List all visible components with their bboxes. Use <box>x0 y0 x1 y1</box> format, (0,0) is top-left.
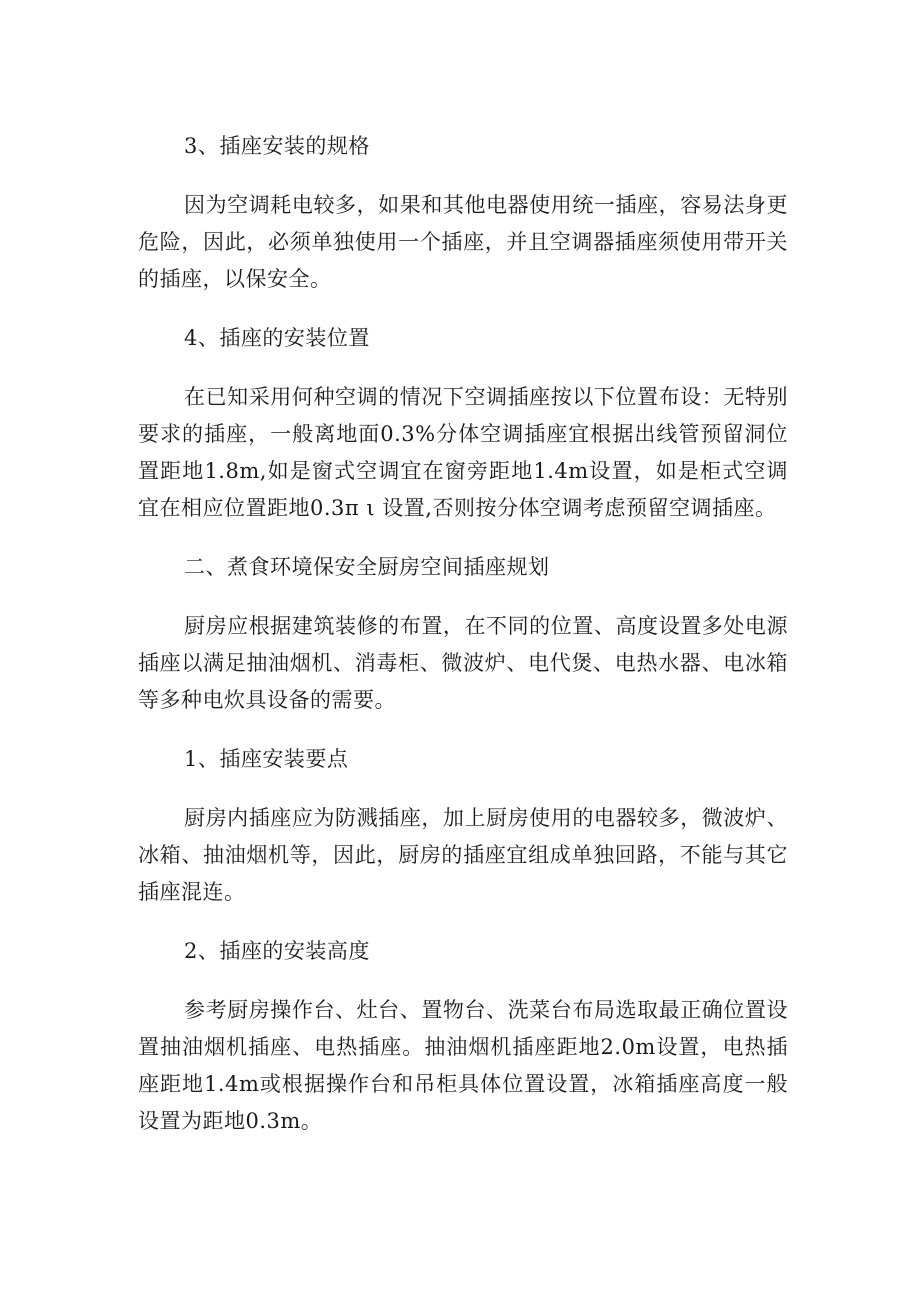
section-heading-kitchen-planning: 二、煮食环境保安全厨房空间插座规划 <box>184 555 550 579</box>
paragraph-install-points: 厨房内插座应为防溅插座，加上厨房使用的电器较多，微波炉、冰箱、抽油烟机等，因此，厨房的插座宜组成单独回路，不能与其它插座混连。 <box>138 806 788 904</box>
paragraph-ac-socket-position: 在已知采用何种空调的情况下空调插座按以下位置布设：无特别要求的插座，一般离地面0.3%分体空调插座宜根据出线管预留洞位置距地1.8m,如是窗式空调宜在窗旁距地1.4m设置，如是柜式空调宜在相应位置距地0.3π ι 设置,否则按分体空调考虑预留空调插座。 <box>138 385 788 520</box>
document-body <box>138 128 788 1162</box>
section-heading-install-height: 2、插座的安装高度 <box>184 939 370 963</box>
section-heading-install-points: 1、插座安装要点 <box>184 747 349 771</box>
section-heading-socket-spec: 3、插座安装的规格 <box>184 134 370 158</box>
paragraph-ac-socket-spec: 因为空调耗电较多，如果和其他电器使用统一插座，容易法身更危险，因此，必须单独使用一个插座，并且空调器插座须使用带开关的插座，以保安全。 <box>138 193 788 291</box>
paragraph-kitchen-overview: 厨房应根据建筑装修的布置，在不同的位置、高度设置多处电源插座以满足抽油烟机、消毒柜、微波炉、电代煲、电热水器、电冰箱等多种电炊具设备的需要。 <box>138 614 788 712</box>
paragraph-install-height: 参考厨房操作台、灶台、置物台、洗菜台布局选取最正确位置设置抽油烟机插座、电热插座。抽油烟机插座距地2.0m设置，电热插座距地1.4m或根据操作台和吊柜具体位置设置，冰箱插座高度一般设置为距地0.3m。 <box>138 998 788 1133</box>
section-heading-socket-position: 4、插座的安装位置 <box>184 326 370 350</box>
